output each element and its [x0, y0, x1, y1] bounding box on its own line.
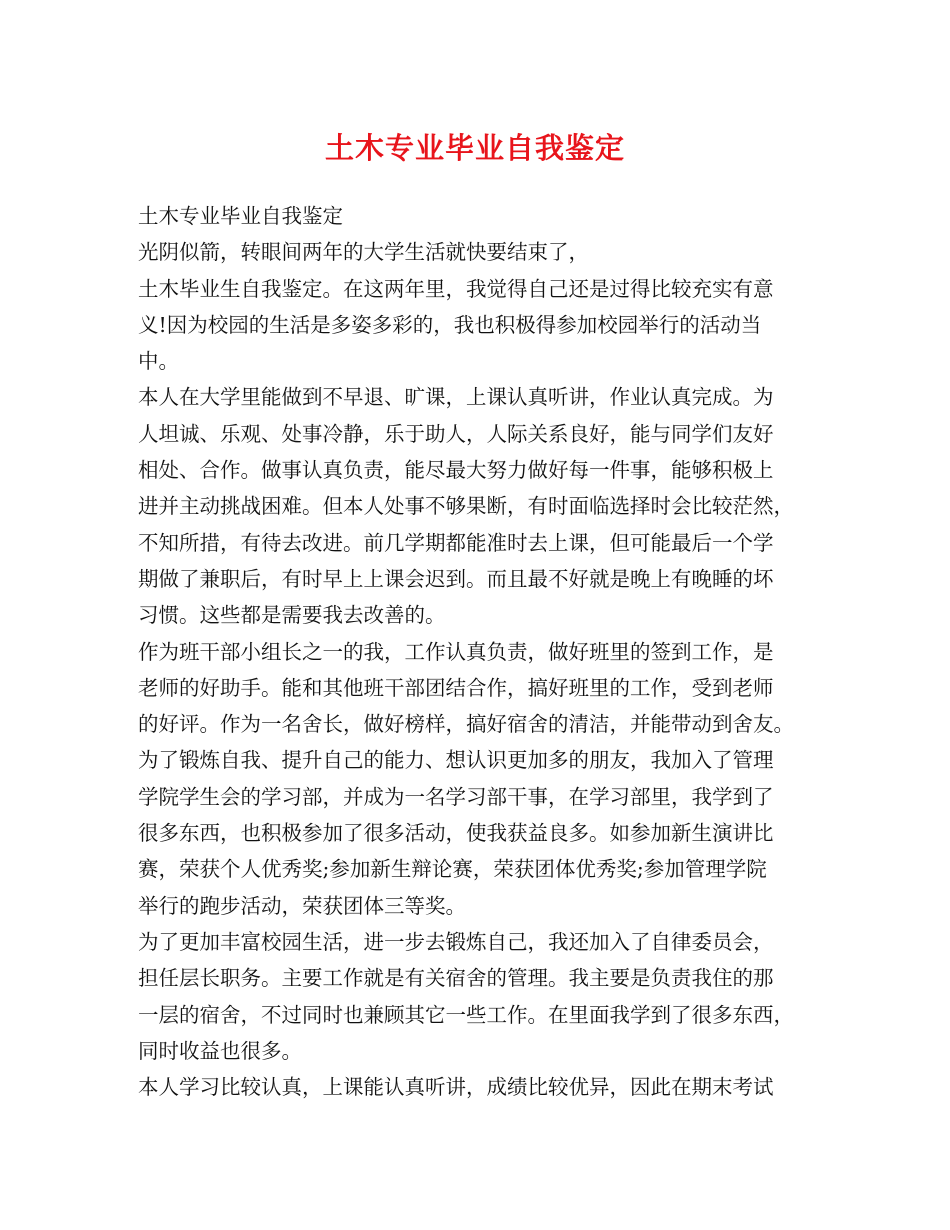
text-line: 为了更加丰富校园生活，进一步去锻炼自己，我还加入了自律委员会，	[138, 929, 774, 954]
text-line: 老师的好助手。能和其他班干部团结合作，搞好班里的工作，受到老师	[138, 675, 774, 700]
text-line: 进并主动挑战困难。但本人处事不够果断，有时面临选择时会比较茫然，	[138, 494, 794, 519]
text-line: 土木毕业生自我鉴定。在这两年里，我觉得自己还是过得比较充实有意	[138, 276, 774, 301]
text-line: 为了锻炼自我、提升自己的能力、想认识更加多的朋友，我加入了管理	[138, 748, 774, 773]
document-body	[138, 198, 838, 1105]
text-line: 中。	[138, 349, 179, 374]
text-line: 同时收益也很多。	[138, 1038, 302, 1063]
text-line: 学院学生会的学习部，并成为一名学习部干事，在学习部里，我学到了	[138, 784, 774, 809]
text-line: 不知所措，有待去改进。前几学期都能准时去上课，但可能最后一个学	[138, 530, 774, 555]
text-line: 土木专业毕业自我鉴定	[138, 204, 343, 228]
text-line: 本人学习比较认真，上课能认真听讲，成绩比较优异，因此在期末考试	[138, 1075, 774, 1100]
text-line: 担任层长职务。主要工作就是有关宿舍的管理。我主要是负责我住的那	[138, 966, 774, 991]
text-line: 举行的跑步活动，荣获团体三等奖。	[138, 893, 466, 918]
document-title: 土木专业毕业自我鉴定	[324, 131, 625, 165]
text-line: 赛，荣获个人优秀奖;参加新生辩论赛，荣获团体优秀奖;参加管理学院	[138, 857, 767, 882]
text-line: 义!因为校园的生活是多姿多彩的，我也积极得参加校园举行的活动当	[138, 312, 762, 337]
text-line: 人坦诚、乐观、处事冷静，乐于助人，人际关系良好，能与同学们友好	[138, 421, 774, 446]
text-line: 光阴似箭，转眼间两年的大学生活就快要结束了，	[138, 240, 589, 265]
text-line: 一层的宿舍，不过同时也兼顾其它一些工作。在里面我学到了很多东西，	[138, 1002, 794, 1027]
text-line: 习惯。这些都是需要我去改善的。	[138, 603, 446, 628]
text-line: 的好评。作为一名舍长，做好榜样，搞好宿舍的清洁，并能带动到舍友。	[138, 712, 794, 737]
text-line: 相处、合作。做事认真负责，能尽最大努力做好每一件事，能够积极上	[138, 458, 774, 483]
text-line: 作为班干部小组长之一的我，工作认真负责，做好班里的签到工作，是	[138, 639, 774, 664]
text-line: 很多东西，也积极参加了很多活动，使我获益良多。如参加新生演讲比	[138, 821, 774, 846]
text-line: 本人在大学里能做到不早退、旷课，上课认真听讲，作业认真完成。为	[138, 385, 774, 410]
text-line: 期做了兼职后，有时早上上课会迟到。而且最不好就是晚上有晚睡的坏	[138, 566, 774, 591]
